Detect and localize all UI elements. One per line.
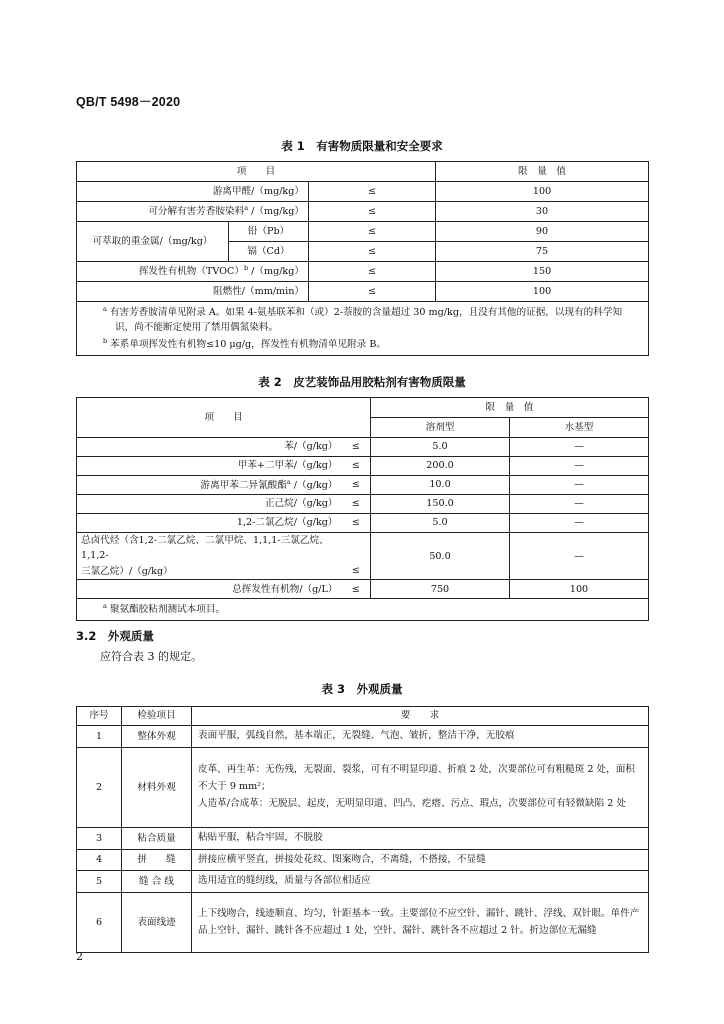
table1-notes bbox=[77, 302, 649, 356]
le-sign: ≤ bbox=[342, 495, 371, 514]
table-row bbox=[77, 726, 649, 748]
le-sign: ≤ bbox=[342, 457, 371, 476]
table-row bbox=[77, 282, 649, 302]
item-label-line1: 总卤代烃（含1,2-二氯乙烷、二氯甲烷、1,1,1-三氯乙烷、1,1,2- bbox=[81, 535, 329, 562]
table-row bbox=[77, 262, 649, 282]
item-label-pre: 游离甲苯二异氰酸酯 bbox=[200, 480, 287, 492]
footnote-mark: a bbox=[103, 305, 107, 313]
table-row bbox=[77, 893, 649, 953]
table1-head-item: 项 目 bbox=[77, 162, 436, 182]
item-label: 总挥发性有机物/（g/L） bbox=[77, 580, 342, 599]
table3-caption: 表 3 外观质量 bbox=[321, 682, 403, 696]
le-sign: ≤ bbox=[309, 282, 436, 302]
table-row bbox=[77, 871, 649, 893]
inspection-item: 粘合质量 bbox=[122, 827, 192, 849]
table3-head-req: 要 求 bbox=[192, 707, 649, 726]
table1-caption: 表 1 有害物质限量和安全要求 bbox=[281, 139, 443, 153]
table3-head-no: 序号 bbox=[77, 707, 122, 726]
solvent-value: 150.0 bbox=[371, 495, 510, 514]
table2-notes-row bbox=[77, 599, 649, 621]
requirement-part1: 皮革、再生革：无伤残，无裂面、裂浆，可有不明显印道、折痕 2 处，次要部位可有粗糙斑 2 处，面积不大于 9 mm²； bbox=[198, 764, 635, 792]
item-label bbox=[77, 533, 342, 580]
table2-head-value: 限 量 值 bbox=[371, 398, 649, 418]
le-sign: ≤ bbox=[342, 514, 371, 533]
item-label bbox=[77, 262, 309, 282]
section-heading: 3.2 外观质量 bbox=[76, 629, 154, 643]
table-row bbox=[77, 457, 649, 476]
limit-value: 150 bbox=[436, 262, 649, 282]
row-number: 1 bbox=[77, 726, 122, 748]
item-label bbox=[77, 476, 342, 495]
footnote-b bbox=[103, 336, 640, 353]
water-value: 100 bbox=[510, 580, 649, 599]
table-row bbox=[77, 476, 649, 495]
requirement: 选用适宜的缝纫线，质量与各部位相适应 bbox=[192, 871, 649, 893]
table1-head-value: 限 量 值 bbox=[436, 162, 649, 182]
table-row bbox=[77, 580, 649, 599]
item-label-post: /（mg/kg） bbox=[251, 266, 304, 278]
table2-notes bbox=[77, 599, 649, 621]
le-sign: ≤ bbox=[309, 262, 436, 282]
requirement: 粘贴平服，粘合牢固，不脱胶 bbox=[192, 827, 649, 849]
requirement: 拼接应横平竖直，拼接处花纹、图案吻合，不离缝，不搭接，不显缝 bbox=[192, 849, 649, 871]
footnote-a bbox=[103, 601, 640, 618]
table-row bbox=[77, 202, 649, 222]
limit-value: 75 bbox=[436, 242, 649, 262]
item-label: 甲苯+二甲苯/（g/kg） bbox=[77, 457, 342, 476]
item-label: 阻燃性/（mm/min） bbox=[77, 282, 309, 302]
table2-header-row bbox=[77, 398, 649, 418]
table3-head-item: 检验项目 bbox=[122, 707, 192, 726]
item-label: 1,2-二氯乙烷/（g/kg） bbox=[77, 514, 342, 533]
table2 bbox=[76, 397, 649, 621]
table2-head-water: 水基型 bbox=[510, 418, 649, 438]
le-sign: ≤ bbox=[342, 476, 371, 495]
row-number: 4 bbox=[77, 849, 122, 871]
inspection-item: 拼 缝 bbox=[122, 849, 192, 871]
item-label-pre: 挥发性有机物（TVOC） bbox=[138, 266, 244, 278]
table-row bbox=[77, 182, 649, 202]
footnote-a-text: 有害芳香胺清单见附录 A。如果 4-氨基联苯和（或）2-萘胺的含量超过 30 mg/kg，且没有其他的证据，以现有的科学知识，尚不能断定使用了禁用偶氮染料。 bbox=[109, 307, 623, 334]
footnote-a bbox=[103, 304, 640, 336]
row-number: 2 bbox=[77, 747, 122, 827]
le-sign: ≤ bbox=[309, 202, 436, 222]
page-number: 2 bbox=[76, 950, 83, 963]
item-label: 游离甲醛/（mg/kg） bbox=[77, 182, 309, 202]
table-row bbox=[77, 514, 649, 533]
limit-value: 90 bbox=[436, 222, 649, 242]
footnote-mark: b bbox=[243, 264, 249, 273]
sub-item-label: 铅（Pb） bbox=[229, 222, 309, 242]
le-sign: ≤ bbox=[309, 222, 436, 242]
water-value: — bbox=[510, 476, 649, 495]
sub-item-label: 镉（Cd） bbox=[229, 242, 309, 262]
water-value: — bbox=[510, 438, 649, 457]
table3-header-row bbox=[77, 707, 649, 726]
table2-caption: 表 2 皮艺装饰品用胶粘剂有害物质限量 bbox=[258, 375, 466, 389]
le-sign: ≤ bbox=[309, 182, 436, 202]
limit-value: 30 bbox=[436, 202, 649, 222]
solvent-value: 750 bbox=[371, 580, 510, 599]
le-sign: ≤ bbox=[342, 533, 371, 580]
water-value: — bbox=[510, 495, 649, 514]
item-label bbox=[77, 202, 309, 222]
inspection-item: 表面线迹 bbox=[122, 893, 192, 953]
row-number: 5 bbox=[77, 871, 122, 893]
table-row bbox=[77, 495, 649, 514]
item-label-post: /（g/kg） bbox=[293, 480, 338, 492]
footnote-b-text: 苯系单项挥发性有机物≤10 μg/g，挥发性有机物清单见附录 B。 bbox=[110, 339, 386, 351]
table-row bbox=[77, 747, 649, 827]
requirement: 上下线吻合，线迹顺直、均匀，针距基本一致。主要部位不应空针、漏针、跳针、浮线、双针眼。单件产品上空针、漏针、跳针各不应超过 1 处，空针、漏针、跳针各不应超过 2 针。折边部位无漏缝 bbox=[192, 893, 649, 953]
requirement-part2: 人造革/合成革：无脱层、起皮，无明显印道、凹凸、疙瘩、污点、瑕点，次要部位可有轻微缺陷 2 处 bbox=[198, 797, 626, 809]
table-row bbox=[77, 849, 649, 871]
footnote-a-text: 聚氨酯胶粘剂测试本项目。 bbox=[109, 604, 226, 616]
item-label-line2: 三氯乙烷）/（g/kg） bbox=[81, 565, 173, 577]
section-text: 应符合表 3 的规定。 bbox=[100, 650, 202, 663]
table-row bbox=[77, 438, 649, 457]
limit-value: 100 bbox=[436, 282, 649, 302]
footnote-mark: b bbox=[103, 336, 108, 345]
le-sign: ≤ bbox=[309, 242, 436, 262]
footnote-mark: a bbox=[103, 602, 107, 611]
solvent-value: 50.0 bbox=[371, 533, 510, 580]
water-value: — bbox=[510, 514, 649, 533]
row-number: 6 bbox=[77, 893, 122, 953]
solvent-value: 5.0 bbox=[371, 438, 510, 457]
table1-header-row bbox=[77, 162, 649, 182]
table2-head-item: 项 目 bbox=[77, 398, 371, 438]
table1 bbox=[76, 161, 649, 356]
table-row bbox=[77, 222, 649, 242]
solvent-value: 5.0 bbox=[371, 514, 510, 533]
limit-value: 100 bbox=[436, 182, 649, 202]
water-value: — bbox=[510, 457, 649, 476]
group-label: 可萃取的重金属/（mg/kg） bbox=[77, 222, 229, 262]
inspection-item: 整体外观 bbox=[122, 726, 192, 748]
item-label-post: /（mg/kg） bbox=[251, 206, 304, 218]
requirement: 表面平服，弧线自然，基本端正，无裂缝、气泡、皱折，整洁干净，无胶痕 bbox=[192, 726, 649, 748]
table1-notes-row bbox=[77, 302, 649, 356]
solvent-value: 10.0 bbox=[371, 476, 510, 495]
table2-head-solvent: 溶剂型 bbox=[371, 418, 510, 438]
water-value: — bbox=[510, 533, 649, 580]
table-row bbox=[77, 533, 649, 580]
inspection-item: 材料外观 bbox=[122, 747, 192, 827]
footnote-mark: a bbox=[286, 477, 291, 486]
row-number: 3 bbox=[77, 827, 122, 849]
item-label-pre: 可分解有害芳香胺染料 bbox=[148, 206, 245, 218]
le-sign: ≤ bbox=[342, 580, 371, 599]
table3 bbox=[76, 706, 649, 953]
item-label: 苯/（g/kg） bbox=[77, 438, 342, 457]
table-row bbox=[77, 827, 649, 849]
footnote-mark: a bbox=[244, 204, 249, 213]
inspection-item: 缝 合 线 bbox=[122, 871, 192, 893]
le-sign: ≤ bbox=[342, 438, 371, 457]
solvent-value: 200.0 bbox=[371, 457, 510, 476]
standard-code: QB/T 5498－2020 bbox=[76, 95, 181, 109]
item-label: 正己烷/（g/kg） bbox=[77, 495, 342, 514]
requirement bbox=[192, 747, 649, 827]
